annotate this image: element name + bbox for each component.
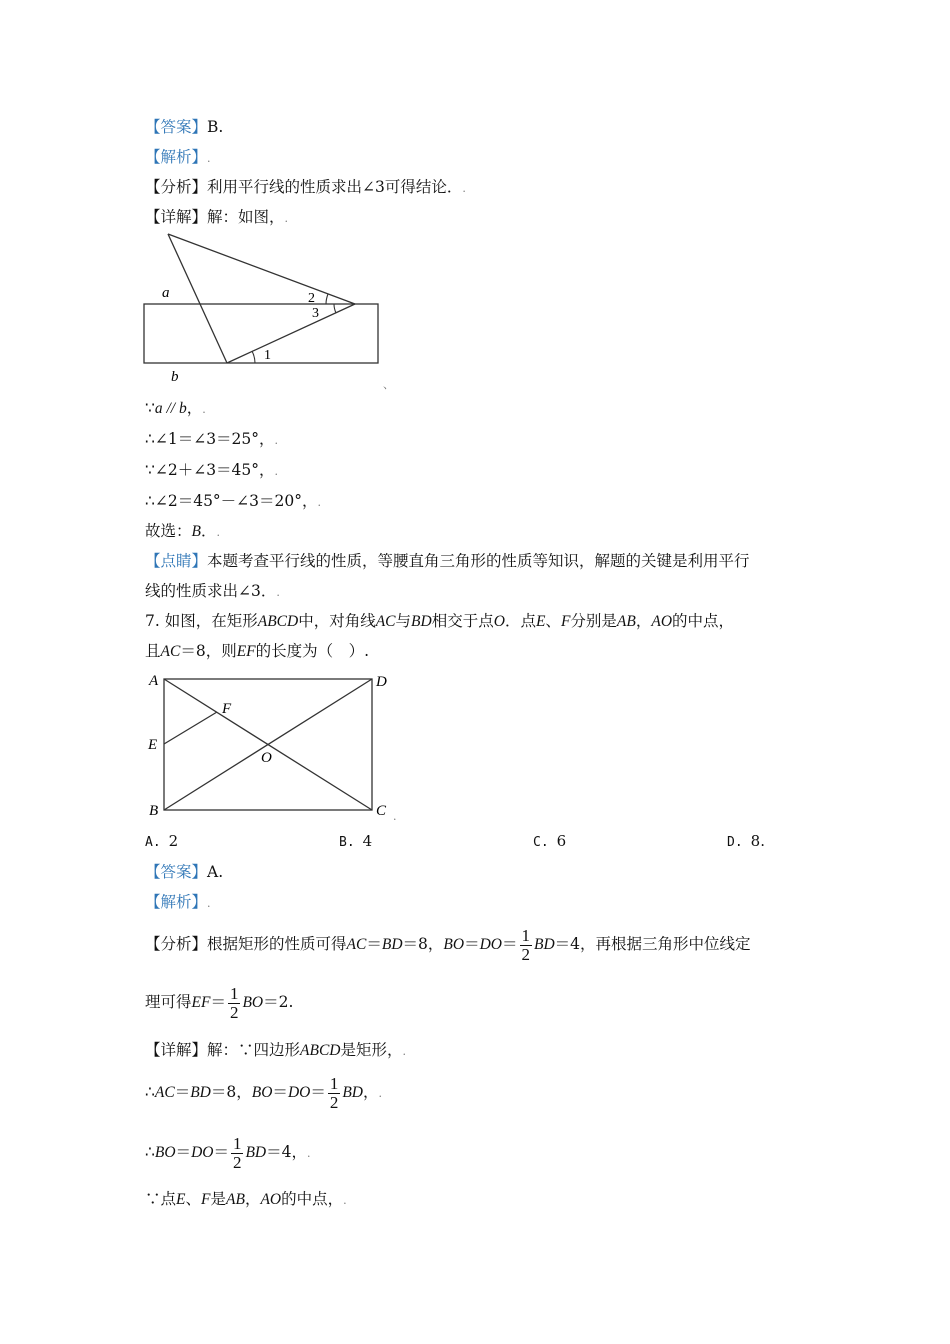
parallel-symbol: // [162,400,179,417]
option-b[interactable] [339,832,372,850]
label-O: O [261,750,272,766]
var-ab: AB [616,613,636,630]
label-E: E [148,737,158,753]
label-A: A [149,673,159,689]
var-bo: BO [154,1144,176,1161]
fraction-one-half [328,1075,341,1112]
triangle-side-top [168,234,355,304]
stem-text: 如图，在矩形 [164,612,258,630]
q6-analysis-line: 【解析】. [145,148,211,166]
q6-fenxi-line: 【分析】利用平行线的性质求出∠3可得结论．. [145,178,466,196]
detail-text: 解：如图， [207,208,285,226]
detail-text: 是矩形， [340,1041,403,1059]
detail-text: ， [244,1190,261,1208]
eq-4: ＝4， [554,935,596,953]
fenxi-text: 理可得 [145,993,192,1011]
q6-dianjing-1 [145,551,750,571]
fraction-one-half [231,1135,244,1172]
stem-text: 分别是 [570,612,617,630]
therefore-symbol: ∴ [145,1083,155,1101]
var-abcd: ABCD [257,613,299,630]
detail-text: 解：∵四边形 [207,1041,301,1059]
var-bd: BD [190,1084,211,1101]
var-f: F [560,613,571,630]
var-o: O [493,613,505,630]
stem-text: 的长度为（ ）. [255,642,370,660]
frac-den: 2 [229,1002,239,1022]
frac-den: 2 [521,944,530,964]
label-D: D [376,674,387,690]
eq: ＝ [464,935,480,953]
q7-fenxi-line2 [145,982,293,1023]
frac-num: 1 [229,983,239,1003]
stem-text: 与 [395,612,412,630]
fenxi-tag: 【分析】 [145,178,208,196]
stem-text: ＝8，则 [180,642,237,660]
angle-2-arc [326,294,328,304]
stem-text: ．点 [504,612,536,630]
frac-den: 2 [232,1152,242,1172]
eq: ＝ [213,1143,229,1161]
label-b: b [171,369,179,385]
punct: ， [186,399,203,417]
eq: ＝ [366,935,382,953]
option-value: 2 [168,832,179,850]
detail-text: 点 [160,1190,177,1208]
detail-text: 、 [185,1190,202,1208]
var-bd: BD [381,936,403,953]
answer-tag: 【答案】 [145,118,208,136]
var-ac: AC [154,1084,175,1101]
var-e: E [176,1191,186,1208]
q7-stem-line1 [145,611,734,632]
analysis-tag: 【解析】 [145,893,208,911]
var-ao: AO [651,613,673,630]
eq-8: ＝8， [210,1083,252,1101]
q7-answer-line [145,862,223,882]
var-a: a [154,400,163,417]
option-label: D. [727,835,743,850]
eq-4: ＝4， [266,1143,308,1161]
detail-tag: 【详解】 [145,1041,208,1059]
fraction-one-half [520,927,533,964]
stem-text: 且 [145,642,161,660]
var-e: E [535,613,546,630]
q7-detail-step1: ∴AC＝BD＝8，BO＝DO＝ $\frac{1}{2}$ BD，. [145,1073,383,1112]
choose-prefix: 故选： [145,522,192,540]
stem-text: 中，对角线 [298,612,376,630]
q7-detail-step3: ∵点E、F是AB，AO的中点，. [145,1190,347,1208]
fenxi-text: 再根据三角形中位线定 [595,935,751,953]
q7-detail-step2: ∴BO＝DO＝ $\frac{1}{2}$ BD＝4，. [145,1133,311,1172]
fenxi-text: 利用平行线的性质求出∠3可得结论． [207,178,463,196]
option-value: 6 [556,832,567,850]
choose-value: B [191,523,201,540]
step2-text: ∵∠2＋∠3＝45°， [145,461,275,479]
var-ac: AC [346,936,367,953]
analysis-tag: 【解析】 [145,148,208,166]
var-b: b [179,400,187,417]
label-F: F [222,701,232,717]
var-ao: AO [260,1191,282,1208]
frac-num: 1 [521,925,530,945]
var-bd: BD [245,1144,267,1161]
stem-text: ， [635,612,652,630]
q6-answer-line [145,117,223,137]
eq: ＝ [175,1143,192,1161]
label-a: a [162,285,170,301]
parallel-lines-figure [135,228,395,393]
label-B: B [149,803,159,819]
dianjing-tag: 【点睛】 [145,552,208,570]
option-c[interactable] [533,832,566,850]
option-d[interactable] [727,832,765,850]
choose-tail: ． [200,522,217,540]
angle-3-arc [334,304,336,313]
label-angle-1: 1 [264,348,271,363]
var-f: F [201,1191,211,1208]
since-symbol: ∵ [145,399,155,417]
q7-stem-line2 [145,641,369,662]
label-angle-3: 3 [312,306,319,321]
var-do: DO [287,1084,311,1101]
option-a[interactable] [145,832,178,850]
q7-fenxi-line1 [145,924,751,965]
label-C: C [376,803,387,819]
var-ef: EF [191,994,211,1011]
option-label: A. [145,835,161,850]
label-angle-2: 2 [308,291,315,306]
var-bo: BO [242,994,264,1011]
fraction-one-half [228,985,241,1022]
answer-tag: 【答案】 [145,863,208,881]
option-label: B. [339,835,355,850]
dianjing-text-2: 线的性质求出∠3． [145,582,277,600]
var-ac: AC [375,613,396,630]
strip-rectangle [144,304,378,363]
var-ef: EF [236,643,256,660]
q6-step2: ∵∠2＋∠3＝45°，. [145,461,279,479]
eq: ＝ [310,1083,326,1101]
comma: ， [363,1083,379,1101]
var-abcd: ABCD [300,1042,341,1059]
option-value: 4 [362,832,373,850]
var-bo: BO [443,936,465,953]
var-do: DO [191,1144,214,1161]
eq: ＝ [272,1083,288,1101]
frac-num: 1 [232,1133,242,1153]
eq-8: ＝8， [402,935,444,953]
var-ab: AB [226,1191,245,1208]
answer-value: A. [207,863,224,881]
dianjing-text-1: 本题考查平行线的性质，等腰直角三角形的性质等知识，解题的关键是利用平行 [207,552,750,570]
q6-choose: 故选：B．. [145,522,220,540]
since-symbol: ∵ [145,1190,161,1208]
segment-ef [164,712,217,744]
answer-value: B. [207,118,224,136]
q6-parallel-line: ∵a // b，. [145,399,206,417]
detail-tag: 【详解】 [145,208,208,226]
question-number: 7. [145,612,165,630]
option-label: C. [533,835,549,850]
q7-detail-line: 【详解】解：∵四边形ABCD是矩形，. [145,1041,407,1059]
q6-step1: ∴∠1＝∠3＝25°，. [145,430,279,448]
var-ac: AC [160,643,181,660]
eq: ＝ [174,1083,191,1101]
therefore-symbol: ∴ [145,1143,155,1161]
fenxi-tag: 【分析】 [145,935,208,953]
q6-detail-line: 【详解】解：如图，. [145,208,289,226]
rectangle-figure [140,668,405,823]
stem-text: 的中点， [672,612,735,630]
var-bd: BD [342,1084,364,1101]
stem-text: 、 [545,612,561,630]
angle-1-arc [252,351,255,363]
q6-dianjing-2: 线的性质求出∠3．. [145,582,280,600]
frac-num: 1 [329,1073,339,1093]
eq: ＝ [210,993,226,1011]
fenxi-text: 根据矩形的性质可得 [207,935,347,953]
option-value: 8. [750,832,765,850]
stem-text: 相交于点 [431,612,494,630]
step3-text: ∴∠2＝45°－∠3＝20°， [145,492,318,510]
var-bd: BD [411,613,432,630]
eq-2: ＝2. [263,993,294,1011]
eq: ＝ [501,935,518,953]
var-bd: BD [534,936,555,953]
var-do: DO [479,936,502,953]
q7-analysis-line: 【解析】. [145,893,211,911]
detail-text: 是 [210,1190,226,1208]
q6-step3: ∴∠2＝45°－∠3＝20°，. [145,492,322,510]
detail-text: 的中点， [281,1190,344,1208]
var-bo: BO [251,1084,273,1101]
frac-den: 2 [329,1092,339,1112]
step1-text: ∴∠1＝∠3＝25°， [145,430,275,448]
